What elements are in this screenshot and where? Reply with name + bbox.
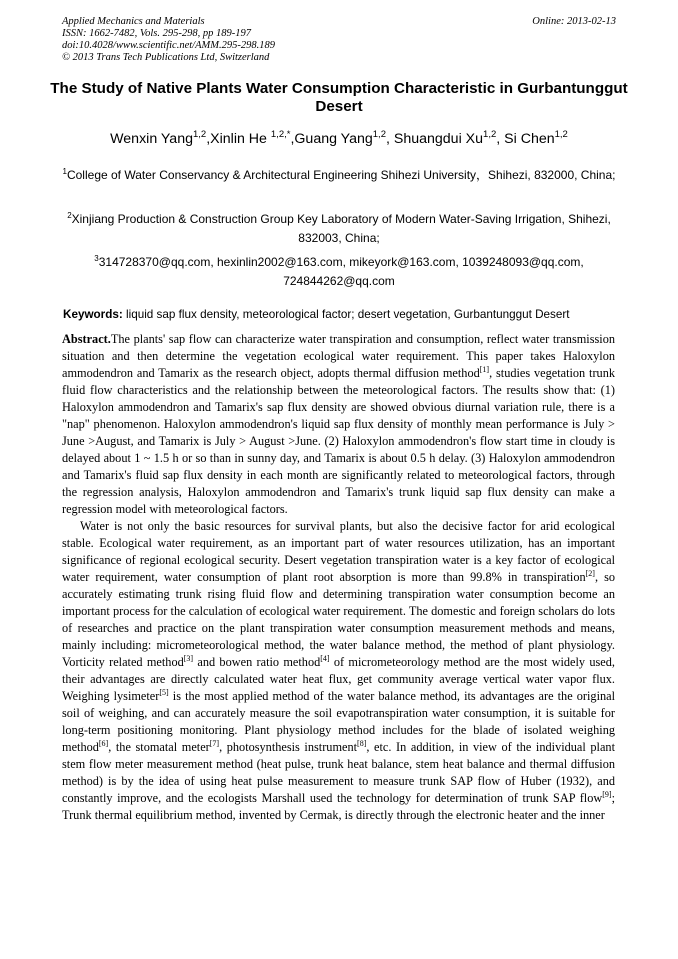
citation-ref: [2] bbox=[585, 569, 595, 578]
email-list: $^3$314728370@qq.com, hexinlin2002@163.com, mikeyork@163.com, 1039248093@qq.com, 724844262@qq.com bbox=[94, 254, 584, 288]
intro-paragraph: Water is not only the basic resources for survival plants, but also the decisive factor for arid ecological stable. Ecological water requirement, as an important part of water resources utilization, has an important significance of regional ecological security. Desert vegetation transpiration water is a key factor of ecological water requirement, water consumption of plant root absorption is more than 99.8% in transpiration[2], so accurately estimating trunk rising fluid flow and determining transpiration water consumption become an important process for the calculation of ecological water requirement. The domestic and foreign scholars do lots of researches and practice on the plant transpiration water consumption measurement methods and means, mainly including: micrometeorological method, the water balance method, the method of plant physiology. Vorticity related method[3] and bowen ratio method[4] of micrometeorology method are the most widely used, their advantages are directly calculated water heat flux, get community average vertical water vapor flux. Weighing lysimeter[5] is the most applied method of the water balance method, its advantages are the original soil of weighing, and can accurately measure the soil evapotranspiration water consumption, it is suitable for long-term positioning monitoring. Plant physiology method includes for the blade of isolated weighing method[6], the stomatal meter[7], photosynthesis instrument[8], etc. In addition, in view of the individual plant stem flow meter measurement method (heat pulse, trunk heat balance, stem heat balance and thermal diffusion method) is by the idea of using heat pulse measurement to measure trunk SAP flow of Huber (1932), and constantly improve, and the ecologists Marshall used the technology for determination of trunk SAP flow[9]; Trunk thermal equilibrium method, invented by Cermak, is directly through the electronic heater and the inner bbox=[62, 519, 616, 822]
citation-ref: [3] bbox=[183, 654, 194, 663]
author: Si Chen$^{1,2}$ bbox=[504, 129, 568, 147]
author: Xinlin He $^{1,2,*}$, bbox=[210, 129, 295, 147]
body-text bbox=[62, 331, 615, 824]
citation-ref: [7] bbox=[209, 739, 220, 748]
doi-line: doi:10.4028/www.scientific.net/AMM.295-298.189 bbox=[62, 40, 275, 51]
journal-header bbox=[62, 16, 616, 64]
abstract-label: Abstract. bbox=[62, 332, 111, 346]
citation-ref: [1] bbox=[479, 365, 490, 374]
citation-ref: [4] bbox=[320, 654, 330, 663]
author: Wenxin Yang$^{1,2}$, bbox=[110, 129, 211, 147]
keywords-text: liquid sap flux density, meteorological factor; desert vegetation, Gurbantunggut Desert bbox=[122, 308, 570, 321]
citation-ref: [5] bbox=[159, 688, 169, 697]
citation-ref: [6] bbox=[98, 739, 109, 748]
abstract-text: The plants' sap flow can characterize water transpiration and consumption, reflect water transmission situation and then determine the vegetation ecological water requirement. This paper takes Haloxylon ammodendron and Tamarix as the research object, adopts thermal diffusion method[1], studies vegetation trunk fluid flow characteristics and the relationship between the meteorological factors. The results show that: (1) Haloxylon ammodendron and Tamarix's sap flux density are showed obvious diurnal variation rule, there is a "nap" phenomenon. Haloxylon ammodendron's liquid sap flux density of monthly mean performance is July > June >August, and Tamarix is July > August >June. (2) Haloxylon ammodendron's flow start time in cloudy is delayed about 1 ~ 1.5 h or so than in sunny day, and Tamarix is about 0.5 h delay. (3) Haloxylon ammodendron and Tamarix's fluid sap flux density in each month are significantly related to meteorological factors, through the regression analysis, Haloxylon ammodendron and Tamarix's trunk liquid sap flux density can make a regression model with meteorological factors. bbox=[62, 332, 615, 516]
citation-ref: [9] bbox=[602, 790, 612, 799]
keywords-label: Keywords: bbox=[63, 308, 123, 321]
citation-ref: [8] bbox=[357, 739, 367, 748]
author: Guang Yang$^{1,2}$, bbox=[294, 129, 394, 147]
journal-name: Applied Mechanics and Materials bbox=[62, 16, 205, 27]
paper-title: The Study of Native Plants Water Consumption Characteristic in Gurbantunggut Desert bbox=[50, 80, 628, 115]
affiliation-2: $^2$Xinjiang Production & Construction Group Key Laboratory of Modern Water-Saving Irrigation, Shihezi, 832003, China; bbox=[67, 211, 611, 245]
author: Shuangdui Xu$^{1,2}$, bbox=[393, 129, 505, 147]
issn-line: ISSN: 1662-7482, Vols. 295-298, pp 189-197 bbox=[62, 28, 251, 39]
abstract-paragraph bbox=[62, 331, 615, 518]
copyright-line: © 2013 Trans Tech Publications Ltd, Switzerland bbox=[62, 52, 270, 63]
online-date: Online: 2013-02-13 bbox=[532, 16, 616, 27]
keywords bbox=[63, 307, 623, 323]
author-list bbox=[30, 130, 648, 148]
affiliation-1: $^1$College of Water Conservancy & Architectural Engineering Shihezi University，Shihezi, 832000, China; bbox=[62, 167, 616, 182]
